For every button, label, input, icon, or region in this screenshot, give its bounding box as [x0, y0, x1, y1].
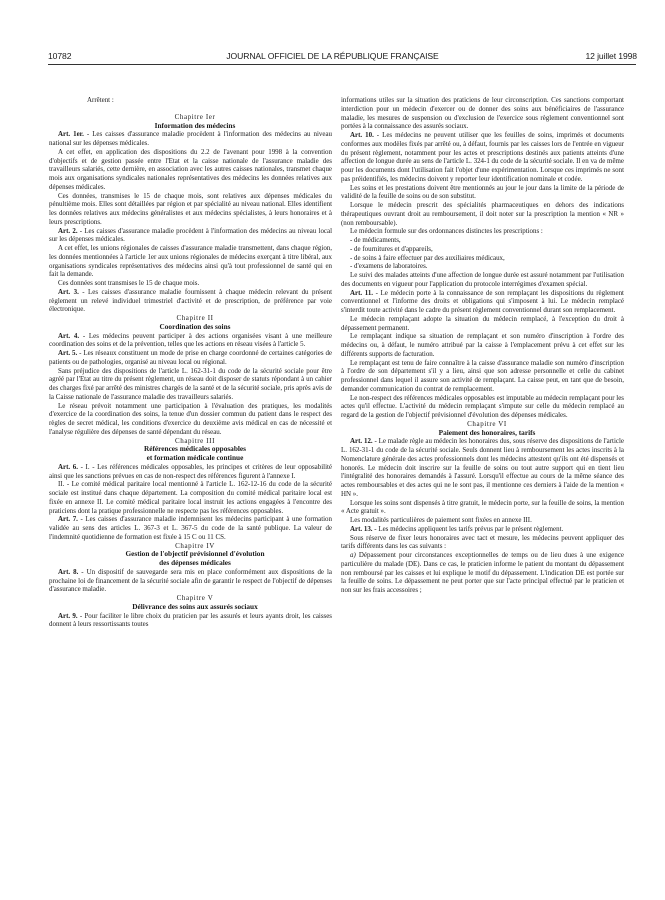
list-item: - de soins à faire effectuer par des auxiliaires médicaux, — [350, 253, 505, 262]
chapter-title: Information des médecins — [154, 120, 236, 130]
article-text: - Un dispositif de sauvegarde sera mis en place conformément aux dispositions de la prochaine loi de financement de la sécurité sociale afin de garantir le respect de l'objectif de dépenses d'assurance maladie. — [49, 567, 332, 594]
paragraph: Le suivi des malades atteints d'une affection de longue durée est assuré notamment par l'utilisation des documents en vigueur pour l'application du protocole interrégimes d'examen spécial. — [341, 271, 624, 288]
list-item: - d'examens de laboratoires. — [350, 262, 428, 271]
article-label: Art. 9. — [58, 611, 78, 620]
article-label: Art. 10. — [350, 131, 374, 139]
arrete-heading: Arrêtent : — [87, 96, 114, 104]
article-paragraph — [49, 568, 332, 594]
item-letter: a) — [350, 551, 356, 559]
right-column — [341, 96, 624, 892]
article-text: - Les médecins ne peuvent utiliser que les feuilles de soins, imprimés et documents conformes aux modèles fixés par arrêté ou, à défaut, fournis par les caisses lors de l'entrée en vigueur du présent règlement, notamment pour les actes et prescriptions destinés aux patients atteints d'une affection de longue durée au sens de l'article L. 324-1 du code de la sécurité sociale. Il en va de même pour les documents dont l'utilisation fait l'objet d'une expérimentation. Lorsque ces imprimés ne sont pas préidentifiés, les médecins doivent y reporter leur identification nominale et codée. — [341, 131, 624, 183]
article-paragraph — [49, 515, 332, 541]
article-label: Art. 11. — [350, 288, 374, 297]
article-label: Art. 13. — [350, 524, 373, 533]
publication-date: 12 juillet 1998 — [585, 51, 637, 61]
article-label: Art. 7. — [58, 515, 78, 524]
paragraph: Lorsque les soins sont dispensés à titre gratuit, le médecin porte, sur la feuille de soins, la mention « Acte gratuit ». — [341, 498, 624, 516]
item-text: Dépassement pour circonstances exceptionnelles de temps ou de lieu dues à une exigence particulière du malade (DE). Dans ce cas, le praticien informe le patient du montant du dépassement non remboursé par les caisses et lui explique le motif du dépassement. L'indication DE est portée sur la feuille de soins. Le dépassement ne peut porter que sur l'acte principal effectué par le praticien et non sur les frais accessoires ; — [341, 551, 624, 594]
chapter-label: Chapitre VI — [467, 419, 507, 428]
paragraph — [341, 551, 624, 595]
chapter-title: Paiement des honoraires, tarifs — [438, 427, 536, 437]
article-text: - Les réseaux constituent un mode de prise en charge coordonné de certaines catégories de patients ou de pathologies, organisé au niveau local ou régional. — [49, 349, 332, 366]
paragraph: Ces données sont transmises le 15 de chaque mois. — [58, 279, 200, 287]
paragraph: Le médecin remplaçant adopte la situation du médecin remplacé, à l'exception du droit à dépassement permanent. — [341, 314, 624, 332]
article-text: - Le médecin porte à la connaissance de son remplaçant les dispositions du règlement conventionnel et l'informe des droits et obligations qui s'imposent à lui. Le médecin remplacé s'interdit toute activité dans le cadre du présent règlement conventionnel durant son remplacement. — [341, 288, 624, 314]
page-header — [0, 0, 665, 70]
paragraph: Le remplaçant est tenu de faire connaître à la caisse d'assurance maladie son numéro d'inscription à l'ordre de son département s'il y a lieu, ainsi que son adresse personnelle et celle du cabinet professionnel dans lequel il assure son activité de remplaçant. La caisse peut, en tant que de besoin, demander communication du contrat de remplacement. — [341, 358, 624, 393]
chapter-title: Délivrance des soins aux assurés sociaux — [132, 601, 258, 611]
article-label: Art. 8. — [58, 567, 79, 576]
chapter-label: Chapitre V — [176, 594, 214, 602]
article-paragraph — [49, 130, 332, 148]
article-text: - Les caisses d'assurance maladie procèdent à l'information des médecins au niveau national sur les dépenses médicales. — [49, 130, 332, 147]
article-paragraph — [341, 437, 624, 498]
article-paragraph — [49, 463, 332, 481]
chapter-title-line2: et formation médicale continue — [146, 453, 244, 462]
article-paragraph — [49, 227, 332, 245]
article-text: - Pour faciliter le libre choix du praticien par les assurés et leurs ayants droit, les caisses donnent à leurs ressortissants toutes — [49, 611, 332, 629]
article-text: - Les médecins peuvent participer à des actions organisées visant à une meilleure coordination des soins et de la prévention, telles que les actions en réseau visées à l'article 5. — [49, 331, 332, 349]
paragraph: A cet effet, en application des dispositions du 2.2 de l'avenant pour 1998 à la convention d'objectifs et de gestion passée entre l'Etat et la caisse nationale de l'assurance maladie des travailleurs salariés, cette dernière, en association avec les autres caisses nationales, transmet chaque mois aux organisations syndicales nationales représentatives des médecins les données relatives aux dépenses médicales. — [49, 147, 332, 191]
chapter-label: Chapitre Ier — [174, 112, 216, 121]
paragraph: Le médecin formule sur des ordonnances distinctes les prescriptions : — [350, 227, 543, 236]
paragraph: Les modalités particulières de paiement sont fixées en annexe III. — [350, 516, 532, 524]
page-number: 10782 — [48, 51, 72, 61]
article-label: Art. 12. — [350, 437, 373, 446]
article-paragraph — [341, 289, 624, 315]
article-label: Art. 1er. — [58, 130, 84, 139]
chapter-label: Chapitre IV — [175, 541, 215, 550]
article-paragraph — [341, 525, 624, 534]
chapter-title: Gestion de l'objectif prévisionnel d'évolution — [125, 549, 265, 559]
header-rule — [48, 64, 636, 65]
list-item: - de fournitures et d'appareils, — [350, 244, 433, 253]
article-paragraph — [49, 349, 332, 367]
article-label: Art. 3. — [58, 287, 79, 296]
article-paragraph — [49, 332, 332, 350]
chapter-title-line2: des dépenses médicales — [159, 558, 231, 567]
paragraph: Le remplaçant indique sa situation de remplaçant et son numéro d'inscription à l'ordre des médecins ou, à défaut, le numéro attribué par la caisse à l'emplacement prévu à cet effet sur les différents supports de facturation. — [341, 332, 624, 358]
list-item: - de médicaments, — [350, 236, 401, 244]
chapter-label: Chapitre II — [176, 314, 214, 322]
paragraph-continued: informations utiles sur la situation des praticiens de leur circonscription. Ces sanctions comportant interdiction pour un médecin d'exercer ou de donner des soins aux bénéficiaires de l'assurance maladie, les mesures de suspension ou d'exclusion de l'exercice sous règlement conventionnel sont portées à la connaissance des assurés sociaux. — [341, 96, 624, 131]
journal-title: JOURNAL OFFICIEL DE LA RÉPUBLIQUE FRANÇAISE — [226, 51, 439, 61]
article-label: Art. 5. — [58, 349, 78, 357]
article-text: - Les caisses d'assurance maladie indemnisent les médecins participant à une formation validée au sens des articles L. 367-3 et L. 367-5 du code de la santé publique. La valeur de l'indemnité quotidienne de formation est fixée à 15 C ou 11 CS. — [49, 515, 332, 541]
article-text: - Les caisses d'assurance maladie fournissent à chaque médecin relevant du présent règlement un relevé individuel trimestriel d'activité et de prescription, de préférence par voie électronique. — [49, 287, 332, 314]
article-paragraph — [49, 612, 332, 630]
paragraph: Sous réserve de fixer leurs honoraires avec tact et mesure, les médecins peuvent appliquer des tarifs différents dans les cas suivants : — [341, 533, 624, 551]
paragraph: Les soins et les prestations doivent être mentionnés au jour le jour dans la limite de la période de validité de la feuille de soins ou de son substitut. — [341, 183, 624, 201]
paragraph: Ces données, transmises le 15 de chaque mois, sont relatives aux dépenses médicales du pénultième mois. Elles sont détaillées par région et par spécialité au niveau national. Elles identifient les données relatives aux médecins généralistes et aux médecins spécialistes, à leurs honoraires et à leurs prescriptions. — [49, 191, 332, 226]
article-label: Art. 6. — [58, 462, 78, 471]
article-text: - Les médecins appliquent les tarifs prévus par le présent règlement. — [372, 524, 564, 533]
paragraph: Lorsque le médecin prescrit des spécialités pharmaceutiques en dehors des indications thérapeutiques ouvrant droit au remboursement, il doit noter sur la prescription la mention « NR » (non remboursable). — [341, 201, 624, 227]
paragraph: II. - Le comité médical paritaire local mentionné à l'article L. 162-12-16 du code de la sécurité sociale est institué dans chaque département. La composition du comité médical paritaire local est fixée en annexe II. Le comité médical paritaire local instruit les actions engagées à l'encontre des praticiens dont la pratique professionnelle ne respecte pas les références opposables. — [49, 480, 332, 515]
paragraph: Le non-respect des références médicales opposables est imputable au médecin remplaçant pour les actes qu'il effectue. L'activité du médecin remplaçant s'impute sur celle du médecin remplacé au regard de la gestion de l'objectif prévisionnel d'évolution des dépenses médicales. — [341, 393, 624, 419]
paragraph: Le réseau prévoit notamment une participation à l'évaluation des pratiques, les modalités d'exercice de la coordination des soins, la tenue d'un dossier commun du patient dans le respect des règles de secret médical, les conditions d'exercice du deuxième avis médical en cas de nécessité et l'analyse régulière des dépenses de santé dépendant du réseau. — [49, 401, 332, 436]
paragraph: Sans préjudice des dispositions de l'article L. 162-31-1 du code de la sécurité sociale pour être agréé par l'Etat au titre du présent règlement, un réseau doit disposer de statuts répondant à un cahier des charges fixé par arrêté des ministres chargés de la santé et de la sécurité sociale, pris après avis de la Caisse nationale de l'assurance maladie des travailleurs salariés. — [49, 366, 332, 401]
article-text: - Les caisses d'assurance maladie procèdent à l'information des médecins au niveau local sur les dépenses médicales. — [49, 226, 332, 244]
chapter-title: Références médicales opposables — [143, 444, 246, 454]
article-label: Art. 2. — [58, 226, 78, 235]
article-paragraph — [49, 288, 332, 314]
article-label: Art. 4. — [58, 331, 80, 340]
chapter-label: Chapitre III — [174, 436, 216, 445]
paragraph: A cet effet, les unions régionales de caisses d'assurance maladie transmettent, dans chaque région, les données mentionnées à l'article 1er aux unions régionales de médecins exerçant à titre libéral, aux organisations syndicales représentatives des médecins ainsi qu'à tout professionnel de santé qui en fait la demande. — [49, 244, 332, 279]
left-column — [49, 96, 332, 892]
article-text: - I. - Les références médicales opposables, les principes et critères de leur opposabilité ainsi que les sanctions prévues en cas de non-respect des références figurent à l'annexe I. — [49, 462, 332, 480]
article-paragraph — [341, 131, 624, 184]
article-text: - Le malade règle au médecin les honoraires dus, sous réserve des dispositions de l'article L. 162-31-1 du code de la sécurité sociale. Seuls donnent lieu à remboursement les actes inscrits à la Nomenclature générale des actes professionnels dont les médecins attestent qu'ils ont été dispensés et honorés. Le médecin doit inscrire sur la feuille de soins ou tout autre support qui en tient lieu l'intégralité des honoraires demandés à l'assuré. Lorsqu'il effectue au cours de la même séance des actes remboursables et des actes qui ne le sont pas, il mentionne ces derniers à l'aide de la mention « HN ». — [341, 437, 624, 498]
chapter-title: Coordination des soins — [159, 321, 231, 331]
